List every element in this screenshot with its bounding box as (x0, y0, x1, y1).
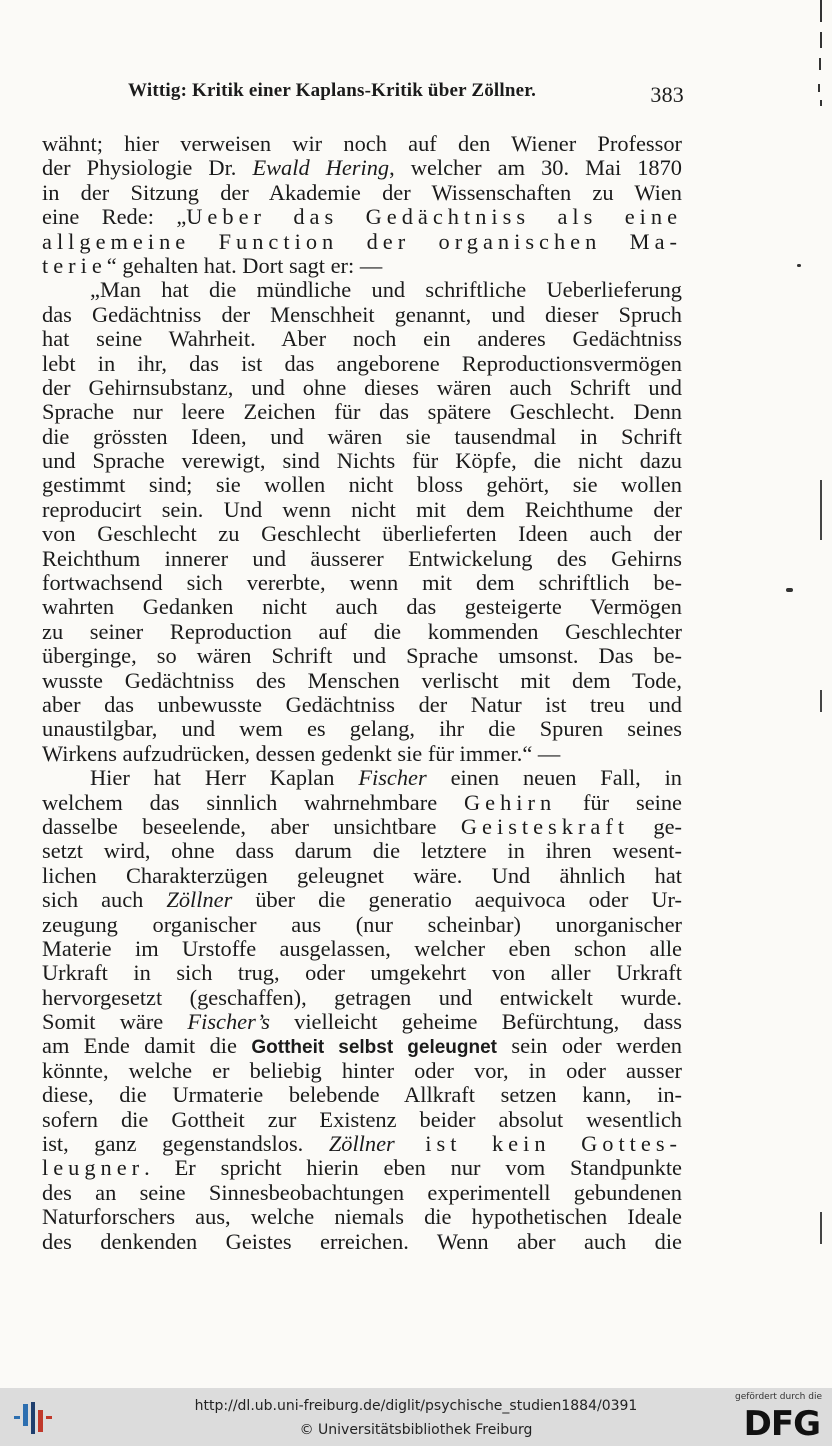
text-line: aber das unbewusste Gedächtniss der Natur ist treu und (42, 691, 682, 717)
text-line: terie“ gehalten hat. Dort sagt er: — (42, 252, 383, 278)
text-line: leugner. Er spricht hierin eben nur vom Standpunkte (42, 1155, 682, 1181)
dfg-logo-text: DFG (743, 1404, 820, 1444)
bold-emphasis: Gottheit selbst geleugnet (251, 1037, 498, 1059)
text-line: in der Sitzung der Akademie der Wissenschaften zu Wien (42, 179, 682, 205)
text-line: wähnt; hier verweisen wir noch auf den Wiener Professor (42, 131, 682, 156)
text-line: zu seiner Reproduction auf die kommenden Geschlechter (42, 618, 682, 644)
running-title: Wittig: Kritik einer Kaplans-Kritik über Zöllner. (128, 80, 537, 101)
text-line: Urkraft in sich trug, oder umgekehrt von aller Urkraft (42, 960, 682, 986)
spaced-emphasis: terie (42, 252, 107, 278)
text-line: Sprache nur leere Zeichen für das spätere Geschlecht. Denn (42, 399, 682, 425)
text-line: am Ende damit die Gottheit selbst geleugnet sein oder werden (42, 1033, 682, 1059)
text-line: ist, ganz gegenstandslos. Zöllner ist kein Gottes- (42, 1131, 682, 1157)
text-line: unaustilgbar, und wem es gelang, ihr die Spuren seines (42, 716, 682, 742)
text-line: der Physiologie Dr. Ewald Hering, welcher am 30. Mai 1870 (42, 155, 682, 181)
text-line: könnte, welche er beliebig hinter oder vor, in oder ausser (42, 1057, 682, 1083)
text-line: Somit wäre Fischer’s vielleicht geheime Befürchtung, dass (42, 1009, 682, 1035)
text-line: Naturforschers aus, welche niemals die hypothetischen Ideale (42, 1204, 682, 1230)
text-line: wusste Gedächtniss des Menschen verlischt mit dem Tode, (42, 667, 682, 693)
text-line: lichen Charakterzügen geleugnet wäre. Und ähnlich hat (42, 862, 682, 888)
person-name-italic: Zöllner (166, 887, 233, 913)
text-line: „Man hat die mündliche und schriftliche Ueberlieferung (90, 277, 682, 303)
text-line: sofern die Gottheit zur Existenz beider absolut wesentlich (42, 1106, 682, 1132)
text-line: gestimmt sind; sie wollen nicht bloss gehört, sie wollen (42, 472, 682, 498)
scan-speck (786, 588, 793, 592)
text-line: überginge, so wären Schrift und Sprache umsonst. Das be- (42, 643, 682, 669)
body-text (42, 132, 682, 1254)
text-line: fortwachsend sich vererbte, wenn mit dem schriftlich be- (42, 570, 682, 596)
scan-edge-line (820, 1212, 822, 1244)
text-line (42, 230, 682, 254)
text-line: zeugung organischer aus (nur scheinbar) unorganischer (42, 911, 682, 937)
person-name-italic: Fischer’s (187, 1009, 270, 1035)
viewer-footer (0, 1388, 832, 1446)
spaced-emphasis: Geisteskraft (460, 813, 630, 839)
text-line: diese, die Urmaterie belebende Allkraft setzen kann, in- (42, 1082, 682, 1108)
person-name-italic: Zöllner (328, 1131, 395, 1157)
spaced-emphasis: leugner (42, 1155, 145, 1181)
dfg-funded-by: gefördert durch die (735, 1392, 822, 1402)
text-line: Reichthum innerer und äusserer Entwickelung des Gehirns (42, 545, 682, 571)
text-line: Wirkens aufzudrücken, dessen gedenkt sie für immer.“ — (42, 740, 561, 766)
text-line: die grössten Ideen, und wären sie tausendmal in Schrift (42, 423, 682, 449)
spaced-emphasis: ist kein Gottes- (394, 1131, 682, 1157)
scan-edge-line (820, 690, 822, 712)
person-name-italic: Ewald Hering (252, 155, 390, 181)
permalink-url[interactable]: http://dl.ub.uni-freiburg.de/diglit/psychische_studien1884/0391 (194, 1398, 638, 1414)
text-line: Hier hat Herr Kaplan Fischer einen neuen Fall, in (90, 765, 682, 791)
text-line: reproducirt sein. Und wenn nicht mit dem Reichthume der (42, 496, 682, 522)
person-name-italic: Fischer (358, 765, 427, 791)
text-line: des denkenden Geistes erreichen. Wenn aber auch die (42, 1228, 682, 1254)
spaced-emphasis: allgemeine Function der organischen Ma- (42, 228, 682, 254)
dfg-logo (730, 1392, 822, 1442)
text-line: eine Rede: „Ueber das Gedächtniss als eine (42, 204, 683, 230)
text-line: welchem das sinnlich wahrnehmbare Gehirn für seine (42, 789, 682, 815)
running-header (128, 80, 684, 110)
text-line: und Sprache verewigt, sind Nichts für Köpfe, die nicht dazu (42, 448, 682, 474)
spaced-emphasis: Ueber das Gedächtniss als eine (186, 204, 683, 230)
scan-edge-line (820, 480, 822, 540)
text-line: Materie im Urstoffe ausgelassen, welcher eben schon alle (42, 935, 682, 961)
text-line: des an seine Sinnesbeobachtungen experimentell gebundenen (42, 1179, 682, 1205)
scan-speck (797, 264, 801, 267)
text-line: der Gehirnsubstanz, und ohne dieses wären auch Schrift und (42, 374, 682, 400)
page-number: 383 (650, 82, 684, 107)
text-line: setzt wird, ohne dass darum die letztere in ihren wesent- (42, 838, 682, 864)
text-line: das Gedächtniss der Menschheit genannt, und dieser Spruch (42, 301, 682, 327)
spaced-emphasis: Gehirn (464, 789, 557, 815)
scan-edge-marks (816, 0, 822, 140)
text-line: hat seine Wahrheit. Aber noch ein anderes Gedächtniss (42, 326, 682, 352)
text-line: hervorgesetzt (geschaffen), getragen und entwickelt wurde. (42, 984, 682, 1010)
text-line: sich auch Zöllner über die generatio aequivoca oder Ur- (42, 887, 683, 913)
text-line: von Geschlecht zu Geschlecht überlieferten Ideen auch der (42, 521, 682, 547)
text-line: dasselbe beseelende, aber unsichtbare Geisteskraft ge- (42, 813, 682, 839)
copyright-notice: © Universitätsbibliothek Freiburg (299, 1422, 533, 1438)
text-line: lebt in ihr, das ist das angeborene Reproductionsvermögen (42, 350, 682, 376)
text-line: wahrten Gedanken nicht auch das gesteigerte Vermögen (42, 594, 682, 620)
